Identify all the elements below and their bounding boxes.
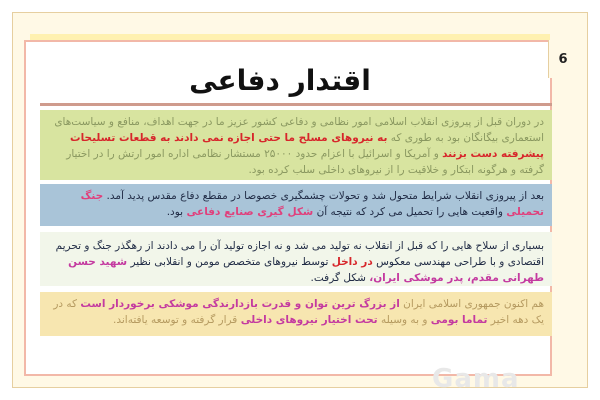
block1-text-2: و آمریکا و اسرائیل با اعزام حدود ۲۵۰۰۰ مستشار نظامی اداره امور ارتش را در اختیار گرفته و هرگونه ابتکار و خلاقیت را از نیروهای داخلی سلب کرده بود.: [66, 148, 544, 176]
block4-highlight-1: از بزرگ ترین توان و قدرت بازدارندگی موشکی برخوردار است: [80, 298, 400, 310]
block4-text-1: هم اکنون جمهوری اسلامی ایران: [403, 298, 544, 310]
block2-text-2: واقعیت هایی را تحمیل می کرد که نتیجه آن: [316, 206, 503, 218]
block3-text-2: توسط نیروهای متخصص مومن و انقلابی نظیر: [130, 256, 329, 268]
title-underline: [40, 103, 552, 106]
block3-highlight-2: شهید حسن طهرانی مقدم، پدر موشکی ایران،: [68, 256, 544, 284]
block4-text-2: که در یک دهه اخیر: [53, 298, 544, 326]
slide-title: اقتدار دفاعی: [189, 64, 371, 97]
block2-text-1: بعد از پیروزی انقلاب شرایط متحول شد و تحولات چشمگیری خصوصا در مقطع دفاع مقدس پدید آمد.: [106, 190, 544, 202]
page-number: 6: [558, 52, 568, 67]
block4-text-3: و به وسیله: [380, 314, 428, 326]
block3-text-1: بسیاری از سلاح هایی را که قبل از انقلاب نه تولید می شد و نه اجازه تولید آن را می دادند از رهگذر جنگ و تحریم اقتصادی و با طراحی مهندسی معکوس: [55, 240, 544, 268]
content-block-2: [40, 184, 552, 226]
block3-text-3: شکل گرفت.: [310, 272, 366, 284]
block2-highlight-1: جنگ تحمیلی: [80, 190, 544, 218]
content-block-3: [40, 232, 552, 286]
block3-highlight-1: در داخل: [331, 256, 373, 268]
block2-text-3: بود.: [166, 206, 184, 218]
block4-text-4: قرار گرفته و توسعه یافته‌اند.: [113, 314, 238, 326]
block4-highlight-3: تحت اختیار نیروهای داخلی: [240, 314, 378, 326]
content-block-1: [40, 110, 552, 180]
gama-watermark-logo: Gama: [432, 364, 520, 394]
block4-highlight-2: تماما بومی: [430, 314, 488, 326]
block1-highlight: به نیروهای مسلح ما حتی اجازه نمی دادند به قطعات تسلیحات پیشرفته دست بزنند: [70, 132, 544, 160]
block2-highlight-2: شکل گیری صنایع دفاعی: [186, 206, 314, 218]
content-block-4: [40, 292, 552, 336]
block1-text-1: در دوران قبل از پیروزی انقلاب اسلامی امور نظامی و دفاعی کشور عزیز ما در جهت اهداف، منافع و سیاست‌های استعماری بیگانگان بود به طوری که: [54, 116, 544, 144]
